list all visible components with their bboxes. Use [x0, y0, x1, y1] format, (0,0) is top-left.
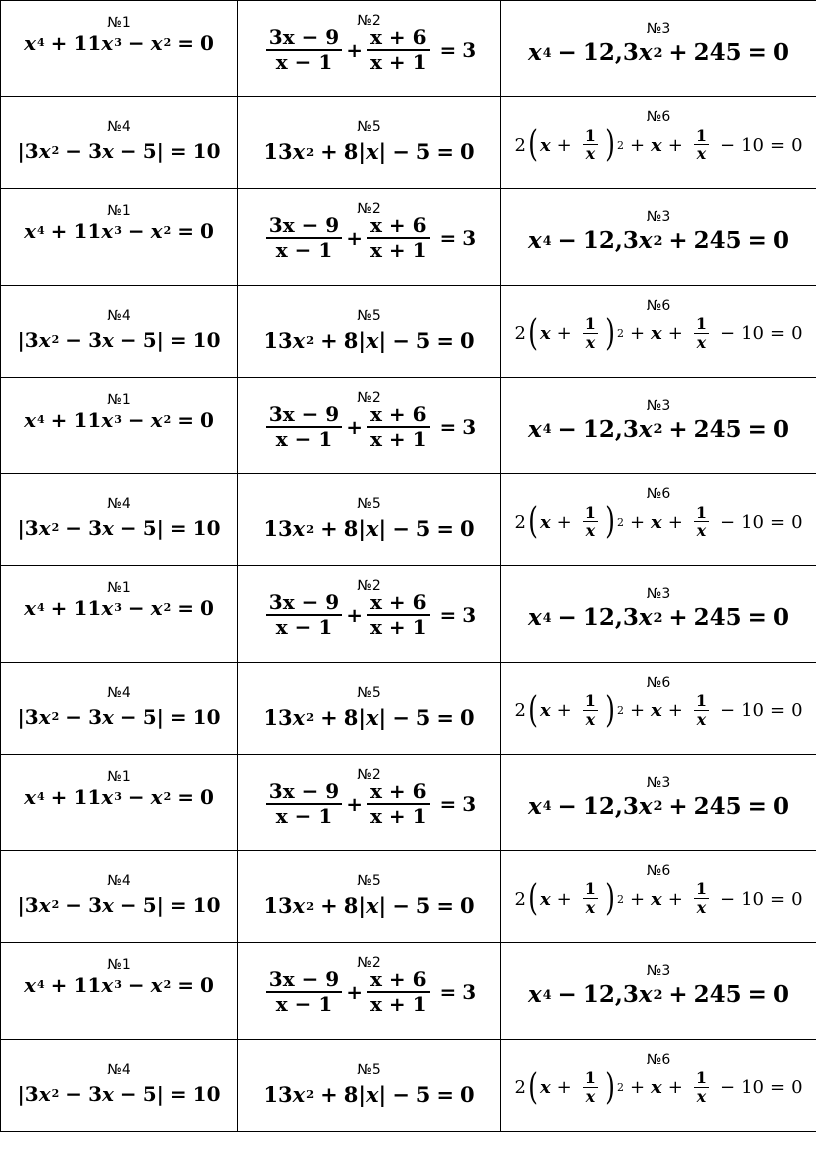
- problem-cell-5: [238, 285, 501, 377]
- problem-cell-1: [1, 377, 238, 473]
- equation-3: x 4 − 12,3 x 2 + 245 = 0: [528, 792, 789, 820]
- problem-cell-6: [501, 851, 816, 943]
- problem-number-5: №5: [357, 1061, 381, 1078]
- problem-number-4: №4: [107, 119, 131, 136]
- problem-number-2: №2: [357, 955, 381, 972]
- equation-4: | 3 x 2 − 3 x − 5 | = 10: [17, 516, 221, 541]
- equation-1: x 4 + 11 x 3 − x 2 = 0: [24, 784, 214, 809]
- problem-cell-6: [501, 1039, 816, 1131]
- problem-number-1: №1: [107, 768, 131, 785]
- equation-6: 2 ( x + $\frac{1}{x}$ ) 2 + x + $\frac{1}{x}$ − 10 = 0: [514, 689, 803, 731]
- problem-number-2: №2: [357, 389, 381, 406]
- equation-4: | 3 x 2 − 3 x − 5 | = 10: [17, 1081, 221, 1106]
- problem-number-4: №4: [107, 496, 131, 513]
- problem-cell-1: [1, 189, 238, 285]
- card-row-b: [1, 1039, 816, 1131]
- problem-cell-6: [501, 97, 816, 189]
- problem-number-1: №1: [107, 203, 131, 220]
- card-row-a: [1, 1, 816, 97]
- problem-cell-3: [501, 566, 816, 662]
- problem-cell-4: [1, 97, 238, 189]
- equation-4: | 3 x 2 − 3 x − 5 | = 10: [17, 327, 221, 352]
- equation-4: | 3 x 2 − 3 x − 5 | = 10: [17, 139, 221, 164]
- equation-1: x 4 + 11 x 3 − x 2 = 0: [24, 973, 214, 998]
- equation-5: 13 x 2 + 8 | x | − 5 = 0: [263, 516, 475, 542]
- problem-number-5: №5: [357, 684, 381, 701]
- equation-6: 2 ( x + $\frac{1}{x}$ ) 2 + x + $\frac{1}{x}$ − 10 = 0: [514, 501, 803, 543]
- problem-number-3: №3: [646, 963, 671, 980]
- problem-number-3: №3: [646, 774, 671, 791]
- problem-cell-4: [1, 474, 238, 566]
- problem-cell-3: [501, 189, 816, 285]
- problem-number-2: №2: [357, 578, 381, 595]
- problem-number-3: №3: [646, 397, 671, 414]
- problem-cell-5: [238, 1039, 501, 1131]
- card-row-b: [1, 285, 816, 377]
- problem-cell-3: [501, 1, 816, 97]
- problem-number-1: №1: [107, 391, 131, 408]
- problem-cell-3: [501, 943, 816, 1039]
- equation-6: 2 ( x + $\frac{1}{x}$ ) 2 + x + $\frac{1}{x}$ − 10 = 0: [514, 878, 803, 920]
- equation-6: 2 ( x + $\frac{1}{x}$ ) 2 + x + $\frac{1}{x}$ − 10 = 0: [514, 124, 803, 166]
- problem-cell-1: [1, 1, 238, 97]
- problem-number-5: №5: [357, 119, 381, 136]
- problem-cell-1: [1, 754, 238, 850]
- problem-number-2: №2: [357, 766, 381, 783]
- problem-number-6: №6: [646, 1051, 671, 1068]
- problem-cell-6: [501, 285, 816, 377]
- equation-3: x 4 − 12,3 x 2 + 245 = 0: [528, 415, 789, 443]
- problem-number-6: №6: [646, 486, 671, 503]
- problem-cell-2: [238, 943, 501, 1039]
- equation-3: x 4 − 12,3 x 2 + 245 = 0: [528, 604, 789, 632]
- equation-5: 13 x 2 + 8 | x | − 5 = 0: [263, 893, 475, 919]
- problem-number-4: №4: [107, 873, 131, 890]
- equation-5: 13 x 2 + 8 | x | − 5 = 0: [263, 704, 475, 730]
- problem-number-4: №4: [107, 307, 131, 324]
- equation-5: 13 x 2 + 8 | x | − 5 = 0: [263, 1081, 475, 1107]
- problem-number-3: №3: [646, 209, 671, 226]
- problem-number-2: №2: [357, 201, 381, 218]
- problem-cell-1: [1, 943, 238, 1039]
- equation-1: x 4 + 11 x 3 − x 2 = 0: [24, 407, 214, 432]
- equation-1: x 4 + 11 x 3 − x 2 = 0: [24, 31, 214, 55]
- problem-cell-2: [238, 377, 501, 473]
- problem-number-5: №5: [357, 307, 381, 324]
- problem-cell-5: [238, 851, 501, 943]
- problem-cell-6: [501, 474, 816, 566]
- problem-cell-4: [1, 662, 238, 754]
- problem-cell-3: [501, 377, 816, 473]
- card-row-b: [1, 97, 816, 189]
- problem-cell-5: [238, 662, 501, 754]
- card-row-a: [1, 189, 816, 285]
- card-row-b: [1, 662, 816, 754]
- equation-3: x 4 − 12,3 x 2 + 245 = 0: [528, 981, 789, 1009]
- equation-3: x 4 − 12,3 x 2 + 245 = 0: [528, 39, 789, 66]
- card-row-a: [1, 754, 816, 850]
- problem-cell-6: [501, 662, 816, 754]
- problem-number-2: №2: [357, 13, 381, 29]
- problem-cell-5: [238, 474, 501, 566]
- problem-number-6: №6: [646, 297, 671, 314]
- equation-6: 2 ( x + $\frac{1}{x}$ ) 2 + x + $\frac{1}{x}$ − 10 = 0: [514, 1066, 803, 1108]
- card-row-a: [1, 943, 816, 1039]
- problem-number-4: №4: [107, 684, 131, 701]
- problem-cell-3: [501, 754, 816, 850]
- problem-cell-5: [238, 97, 501, 189]
- card-row-b: [1, 474, 816, 566]
- card-row-b: [1, 851, 816, 943]
- equation-1: x 4 + 11 x 3 − x 2 = 0: [24, 219, 214, 244]
- card-row-a: [1, 566, 816, 662]
- equation-5: 13 x 2 + 8 | x | − 5 = 0: [263, 327, 475, 353]
- problem-number-6: №6: [646, 674, 671, 691]
- problem-cell-4: [1, 1039, 238, 1131]
- problem-number-3: №3: [646, 21, 671, 37]
- equation-2: $\frac{3x - 9}{x - 1}$ + $\frac{x + 6}{x + 1}$ = 3: [262, 781, 476, 827]
- equation-2: $\frac{3x - 9}{x - 1}$ + $\frac{x + 6}{x + 1}$ = 3: [262, 592, 476, 638]
- equation-2: $\frac{3x - 9}{x - 1}$ + $\frac{x + 6}{x + 1}$ = 3: [262, 27, 476, 73]
- equation-5: 13 x 2 + 8 | x | − 5 = 0: [263, 139, 475, 165]
- equation-3: x 4 − 12,3 x 2 + 245 = 0: [528, 227, 789, 255]
- equation-4: | 3 x 2 − 3 x − 5 | = 10: [17, 893, 221, 918]
- card-row-a: [1, 377, 816, 473]
- problem-number-5: №5: [357, 496, 381, 513]
- problem-cell-2: [238, 754, 501, 850]
- problem-number-3: №3: [646, 586, 671, 603]
- problem-number-4: №4: [107, 1061, 131, 1078]
- equation-2: $\frac{3x - 9}{x - 1}$ + $\frac{x + 6}{x + 1}$ = 3: [262, 404, 476, 450]
- problem-number-5: №5: [357, 873, 381, 890]
- equation-4: | 3 x 2 − 3 x − 5 | = 10: [17, 704, 221, 729]
- problem-number-1: №1: [107, 957, 131, 974]
- problem-cell-2: [238, 1, 501, 97]
- problem-number-6: №6: [646, 863, 671, 880]
- equation-2: $\frac{3x - 9}{x - 1}$ + $\frac{x + 6}{x + 1}$ = 3: [262, 969, 476, 1015]
- equation-6: 2 ( x + $\frac{1}{x}$ ) 2 + x + $\frac{1}{x}$ − 10 = 0: [514, 312, 803, 354]
- problem-cell-1: [1, 566, 238, 662]
- problem-cell-4: [1, 285, 238, 377]
- problem-number-1: №1: [107, 580, 131, 597]
- problem-number-1: №1: [107, 15, 131, 31]
- equation-2: $\frac{3x - 9}{x - 1}$ + $\frac{x + 6}{x + 1}$ = 3: [262, 215, 476, 261]
- problem-cell-2: [238, 566, 501, 662]
- problem-number-6: №6: [646, 109, 671, 126]
- problem-cell-4: [1, 851, 238, 943]
- problem-cell-2: [238, 189, 501, 285]
- equation-1: x 4 + 11 x 3 − x 2 = 0: [24, 596, 214, 621]
